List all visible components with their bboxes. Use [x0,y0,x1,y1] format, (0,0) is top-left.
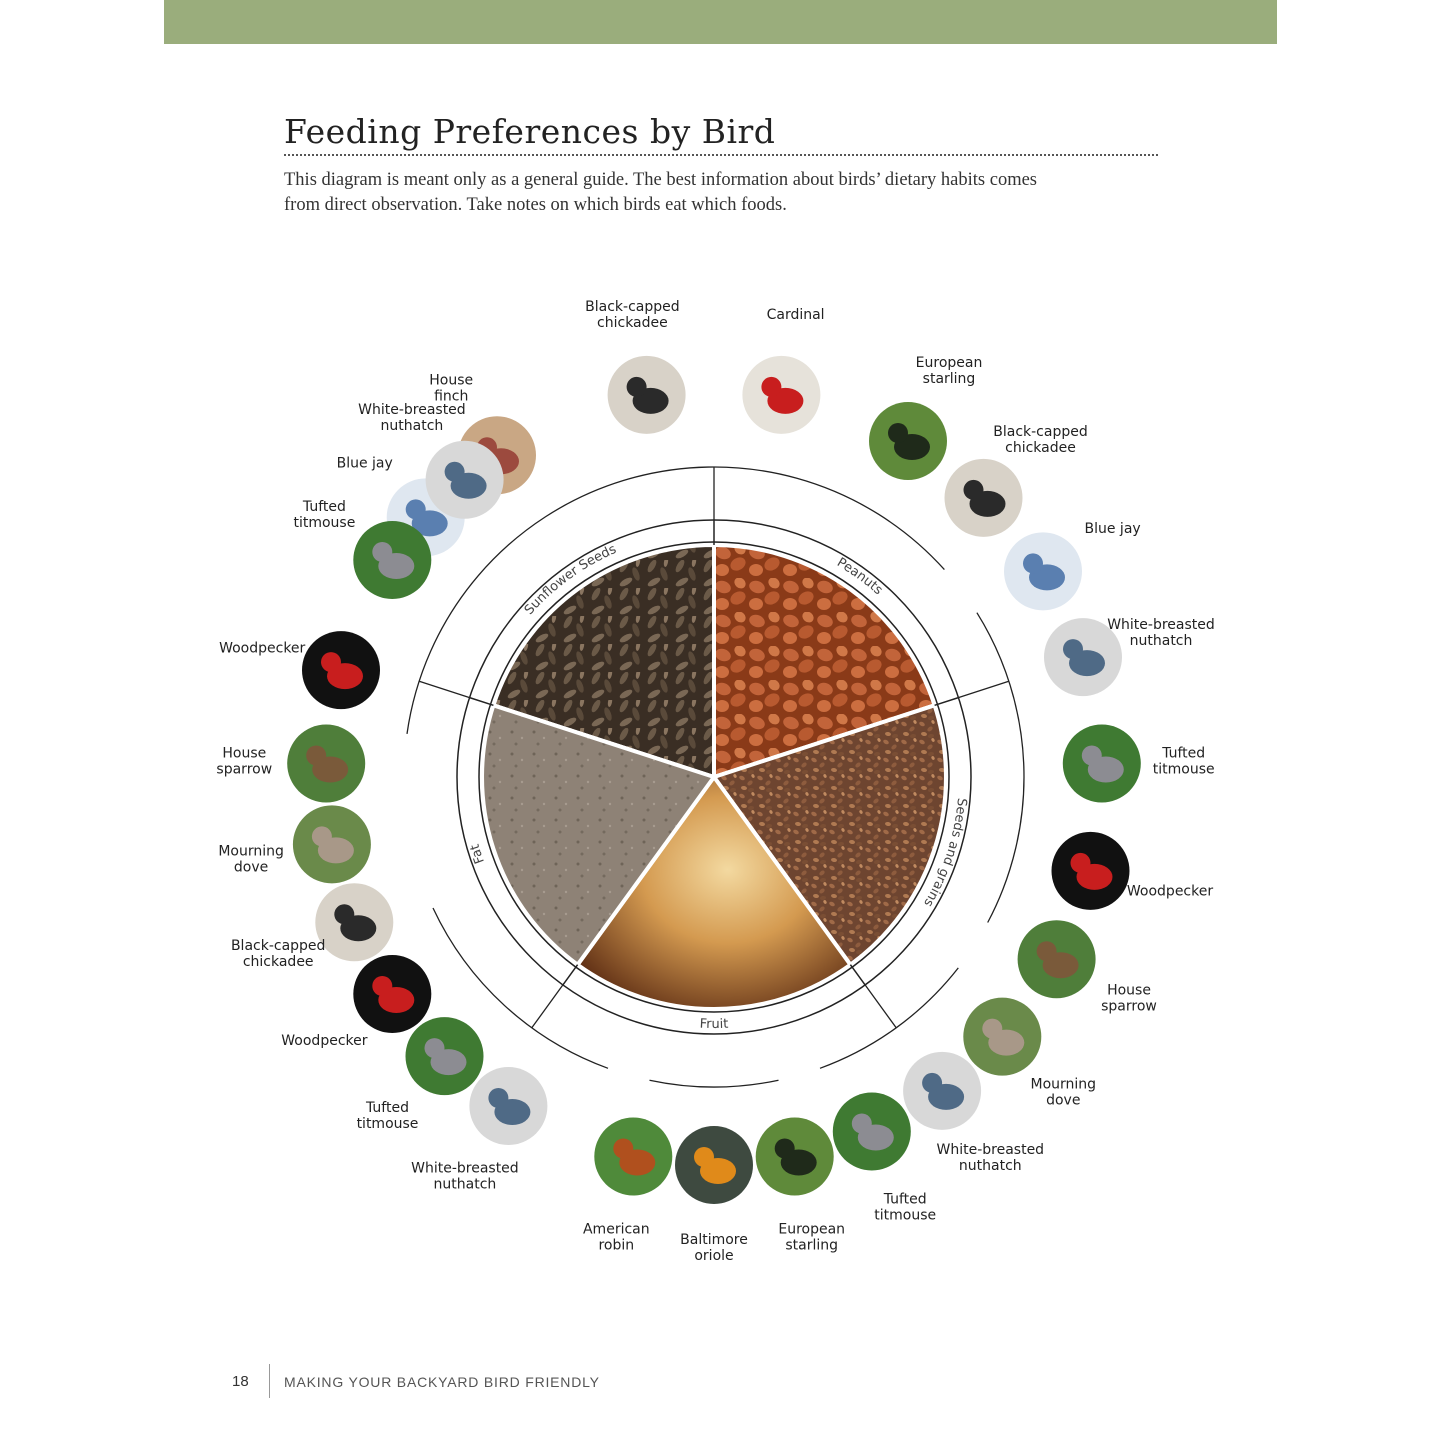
bird-label: European starling [778,1221,846,1254]
bird-label: Blue jay [1084,520,1141,537]
bird-head-shape [1082,746,1102,766]
bird-head-shape [312,826,332,846]
page-number: 18 [232,1373,249,1390]
bird-item [1004,521,1141,611]
bird-item [1052,832,1214,910]
bird-head-shape [852,1114,872,1134]
bird-item [585,299,685,434]
bird-head-shape [1063,639,1083,659]
bird-item [742,307,824,434]
bird-head-shape [488,1088,508,1108]
bird-head-shape [775,1139,795,1159]
bird-head-shape [694,1147,714,1167]
bird-label: Blue jay [336,455,393,472]
bird-item [357,1017,484,1132]
bird-head-shape [372,542,392,562]
bird-label: House finch [429,372,474,405]
bird-label: Baltimore oriole [680,1232,748,1264]
bird-head-shape [922,1073,942,1093]
food-divider [935,698,959,706]
bird-item [945,424,1088,537]
bird-label: White-breasted nuthatch [358,402,466,434]
bird-head-shape [406,499,426,519]
bird-head-shape [627,377,647,397]
bird-head-shape [1023,553,1043,573]
footer-divider [269,1364,270,1398]
bird-label: Woodpecker [281,1032,368,1049]
bird-label: White-breasted nuthatch [411,1160,519,1193]
bird-label: House sparrow [1101,982,1157,1015]
bird-label: White-breasted nuthatch [1107,616,1215,649]
bird-label: Woodpecker [219,640,306,657]
bird-item [219,631,380,709]
bird-label: American robin [582,1221,650,1254]
bird-label: Tufted titmouse [1152,745,1215,778]
bird-label: Woodpecker [1126,883,1214,900]
bird-label: Black-capped chickadee [230,938,326,971]
bird-head-shape [888,423,908,443]
bird-head-shape [1071,853,1091,873]
bird-label: Black-capped chickadee [585,299,680,332]
intro-text: This diagram is meant only as a general guide. The best information about birds’ dietary habits comes from direct observation. Take notes on which birds eat which foods. [284,170,1037,215]
bird-label: Tufted titmouse [874,1191,937,1224]
bird-item [963,998,1096,1109]
bird-item [1018,920,1157,1015]
bird-item [1044,617,1215,696]
bird-head-shape [334,904,354,924]
bird-item [231,883,393,970]
page-title: Feeding Preferences by Bird [284,112,776,151]
food-divider [470,698,494,706]
bird-item [1063,725,1215,803]
bird-head-shape [372,976,392,996]
food-wedges [482,545,946,1009]
bird-item [583,1118,672,1254]
bird-item [216,725,365,803]
bird-item [756,1118,845,1254]
bird-head-shape [964,480,984,500]
bird-head-shape [613,1139,633,1159]
food-label-peanuts: Peanuts [834,555,886,599]
bird-item [903,1052,1044,1174]
bird-label: European starling [915,355,983,387]
food-label-fruit: Fruit [699,1016,729,1033]
food-label-sunflower: Sunflower Seeds [521,541,619,618]
bird-head-shape [445,462,465,482]
food-label-seeds: Seeds and grains [920,797,970,910]
bird-label: White-breasted nuthatch [936,1142,1045,1175]
bird-label: House sparrow [216,745,273,778]
bird-head-shape [321,652,341,672]
bird-label: Mourning dove [1030,1076,1097,1109]
bird-head-shape [1037,941,1057,961]
bird-label: Black-capped chickadee [993,423,1088,456]
bird-label: Cardinal [766,307,825,324]
food-label-fat: Fat [467,842,488,866]
food-divider [850,965,865,985]
bird-item [675,1126,753,1264]
footer-section-title: MAKING YOUR BACKYARD BIRD FRIENDLY [284,1374,600,1390]
bird-head-shape [982,1019,1002,1039]
bird-head-shape [425,1038,445,1058]
bird-head-shape [761,377,781,397]
bird-item [218,805,371,883]
bird-head-shape [306,746,326,766]
bird-label: Tufted titmouse [293,499,356,532]
bird-label: Tufted titmouse [356,1100,419,1133]
food-divider [563,965,578,985]
bird-item [869,355,982,480]
bird-label: Mourning dove [218,843,284,876]
